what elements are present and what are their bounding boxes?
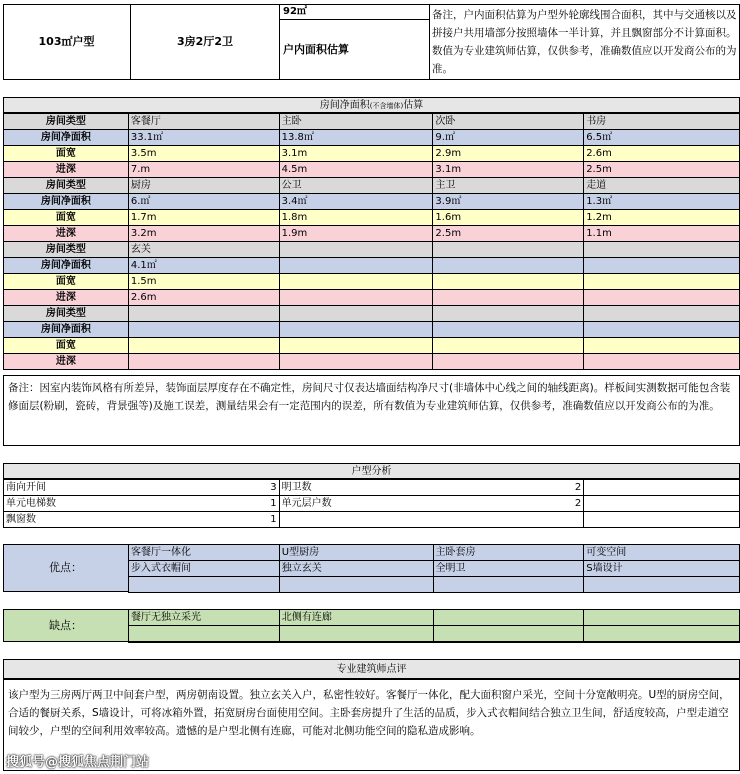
pros-item: 全明卫 <box>433 561 584 577</box>
room-area-label: 房间净面积 <box>4 258 129 274</box>
cons-item <box>584 610 740 626</box>
cons-label: 缺点： <box>49 619 82 632</box>
inner-area-value: 92㎡ <box>280 4 430 20</box>
analysis-right-value: 2 <box>574 498 582 509</box>
analysis-right-label: 明卫数 <box>281 482 312 493</box>
analysis-table <box>3 479 740 528</box>
room-area-cell: 33.1㎡ <box>128 130 279 146</box>
cons-row <box>129 610 740 626</box>
rooms-title-small: (不含墙体) <box>369 102 404 110</box>
room-depth-label: 进深 <box>4 162 129 178</box>
room-depth-cell <box>584 290 740 306</box>
analysis-empty <box>584 512 740 528</box>
room-type-row <box>4 242 740 258</box>
room-area-cell: 1.3㎡ <box>584 194 740 210</box>
pros-item: 客餐厅一体化 <box>129 545 280 561</box>
analysis-empty <box>584 480 740 496</box>
room-width-label: 面宽 <box>4 210 129 226</box>
room-area-cell <box>584 322 740 338</box>
room-area-cell: 3.9㎡ <box>433 194 584 210</box>
room-depth-cell: 3.1m <box>433 162 584 178</box>
room-depth-label: 进深 <box>4 354 129 370</box>
room-area-cell: 4.1㎡ <box>128 258 279 274</box>
room-type-cell: 主卧 <box>279 114 433 130</box>
pros-table <box>128 544 740 593</box>
cons-item <box>279 626 433 643</box>
room-width-cell <box>584 274 740 290</box>
rooms-note: 备注：因室内装饰风格有所差异，装饰面层厚度存在不确定性，房间尺寸仅表达墙面结构净尺寸(非墙体中心线之间的轴线距离)。样板间实测数据可能包含装修面层(粉刷，瓷砖，背景强等)及施工误差，测量结果会有一定范围内的误差，所有数值为专业建筑师估算，仅供参考，准确数值应以开发商公布的为准。 <box>3 375 740 446</box>
room-area-row <box>4 258 740 274</box>
room-type-cell: 公卫 <box>279 178 433 194</box>
room-area-cell <box>433 258 584 274</box>
room-area-cell: 6.㎡ <box>128 194 279 210</box>
room-type-row <box>4 178 740 194</box>
analysis-left-label: 南向开间 <box>6 482 46 493</box>
room-width-cell: 3.5m <box>128 146 279 162</box>
room-width-cell: 3.1m <box>279 146 433 162</box>
cons-item: 餐厅无独立采光 <box>129 610 280 626</box>
room-type-cell: 次卧 <box>433 114 584 130</box>
room-depth-cell <box>433 354 584 370</box>
room-type-cell: 厨房 <box>128 178 279 194</box>
room-depth-cell <box>584 354 740 370</box>
room-depth-row <box>4 162 740 178</box>
pros-row <box>129 561 740 577</box>
cons-row <box>129 626 740 643</box>
analysis-left-value: 1 <box>270 498 277 509</box>
analysis-row <box>4 512 740 528</box>
cons-item: 北侧有连廊 <box>279 610 433 626</box>
room-depth-cell <box>433 290 584 306</box>
room-width-cell: 1.5m <box>128 274 279 290</box>
room-depth-cell: 1.1m <box>584 226 740 242</box>
rooms-title-main: 房间净面积 <box>319 100 370 111</box>
pros-label: 优点： <box>49 561 82 574</box>
room-area-cell: 6.5㎡ <box>584 130 740 146</box>
room-type-cell <box>584 306 740 322</box>
room-width-cell <box>584 338 740 354</box>
room-width-cell <box>279 338 433 354</box>
room-width-cell: 2.6m <box>584 146 740 162</box>
room-type-label: 房间类型 <box>4 114 129 130</box>
analysis-left-value: 1 <box>270 514 277 525</box>
rooms-title-end: 估算 <box>403 100 424 111</box>
unit-area: 103㎡户型 <box>3 4 131 80</box>
pros-item <box>433 577 584 593</box>
pros-item <box>279 577 433 593</box>
room-depth-label: 进深 <box>4 290 129 306</box>
pros-row <box>129 545 740 561</box>
room-depth-cell: 2.5m <box>584 162 740 178</box>
room-type-label: 房间类型 <box>4 178 129 194</box>
analysis-row <box>4 480 740 496</box>
room-width-cell: 2.9m <box>433 146 584 162</box>
analysis-row <box>4 496 740 512</box>
room-area-label: 房间净面积 <box>4 194 129 210</box>
analysis-right-label: 单元层户数 <box>281 498 332 509</box>
analysis-left-label: 单元电梯数 <box>6 498 56 509</box>
room-width-cell: 1.8m <box>279 210 433 226</box>
room-area-label: 房间净面积 <box>4 322 129 338</box>
pros-row <box>129 577 740 593</box>
pros-item: U型厨房 <box>279 545 433 561</box>
room-type-cell <box>128 306 279 322</box>
cons-item <box>433 610 584 626</box>
pros-item <box>584 577 740 593</box>
room-width-cell: 1.7m <box>128 210 279 226</box>
room-depth-cell: 2.6m <box>128 290 279 306</box>
room-area-cell <box>433 322 584 338</box>
room-depth-cell: 3.2m <box>128 226 279 242</box>
room-type-cell: 玄关 <box>128 242 279 258</box>
room-type-cell: 客餐厅 <box>128 114 279 130</box>
pros-item: 可变空间 <box>584 545 740 561</box>
room-width-row <box>4 338 740 354</box>
room-width-label: 面宽 <box>4 274 129 290</box>
room-width-row <box>4 274 740 290</box>
room-width-row <box>4 146 740 162</box>
analysis-title: 户型分析 <box>3 463 740 479</box>
room-type-cell <box>584 242 740 258</box>
room-depth-label: 进深 <box>4 226 129 242</box>
room-area-cell <box>279 322 433 338</box>
analysis-right <box>279 512 584 528</box>
room-width-cell: 1.6m <box>433 210 584 226</box>
room-type-label: 房间类型 <box>4 306 129 322</box>
room-type-label: 房间类型 <box>4 242 129 258</box>
cons-item <box>433 626 584 643</box>
room-width-cell: 1.2m <box>584 210 740 226</box>
room-depth-cell <box>279 354 433 370</box>
room-area-cell: 3.4㎡ <box>279 194 433 210</box>
room-area-label: 房间净面积 <box>4 130 129 146</box>
room-area-row <box>4 130 740 146</box>
room-width-cell <box>128 338 279 354</box>
pros-item: 主卧套房 <box>433 545 584 561</box>
pros-item: S墙设计 <box>584 561 740 577</box>
room-depth-cell: 4.5m <box>279 162 433 178</box>
analysis-left-label: 飘窗数 <box>6 514 36 525</box>
room-type-cell: 主卫 <box>433 178 584 194</box>
room-depth-cell <box>279 290 433 306</box>
room-area-cell: 13.8㎡ <box>279 130 433 146</box>
analysis-right-value: 2 <box>574 482 582 493</box>
pros-item: 步入式衣帽间 <box>129 561 280 577</box>
room-area-row <box>4 194 740 210</box>
analysis-empty <box>584 496 740 512</box>
room-width-label: 面宽 <box>4 146 129 162</box>
review-title: 专业建筑师点评 <box>3 659 740 679</box>
analysis-right <box>279 480 584 496</box>
room-width-label: 面宽 <box>4 338 129 354</box>
analysis-left-value: 3 <box>270 482 277 493</box>
room-depth-cell <box>128 354 279 370</box>
room-type-row <box>4 114 740 130</box>
cons-item <box>584 626 740 643</box>
room-area-cell <box>279 258 433 274</box>
room-type-cell: 走道 <box>584 178 740 194</box>
room-width-cell <box>279 274 433 290</box>
room-area-cell <box>584 258 740 274</box>
room-depth-row <box>4 354 740 370</box>
cons-item <box>129 626 280 643</box>
analysis-right <box>279 496 584 512</box>
room-depth-row <box>4 226 740 242</box>
room-type-cell <box>279 242 433 258</box>
header-note: 备注，户内面积估算为户型外轮廓线围合面积，其中与交通核以及拼接户共用墙部分按照墙体一半计算，并且飘窗部分不计算面积。数值为专业建筑师估算，仅供参考，准确数值应以开发商公布的为准。 <box>432 9 737 75</box>
rooms-table <box>3 113 740 370</box>
pros-item <box>129 577 280 593</box>
room-width-cell <box>433 274 584 290</box>
room-type-row <box>4 306 740 322</box>
rooms-title <box>3 97 740 113</box>
watermark: 搜狐号@搜狐焦点荆门站 <box>6 755 150 770</box>
room-area-cell: 9.㎡ <box>433 130 584 146</box>
review-text: 该户型为三房两厅两卫中间套户型，两房朝南设置。独立玄关入户，私密性较好。客餐厅一体化，配大面积窗户采光，空间十分宽敞明亮。U型的厨房空间，合适的餐厨关系，S墙设计，可将冰箱外置，拓宽厨房台面使用空间。主卧套房提升了生活的品质，步入式衣帽间结合独立卫生间，舒适度较高，户型走道空间较少，户型的空间利用效率较高。遗憾的是户型北侧有连廊，可能对北侧功能空间的隐私造成影响。 <box>3 679 740 771</box>
room-depth-cell: 7.m <box>128 162 279 178</box>
room-type-cell: 书房 <box>584 114 740 130</box>
analysis-left <box>4 496 280 512</box>
inner-area-label: 户内面积估算 <box>280 20 430 80</box>
room-depth-row <box>4 290 740 306</box>
cons-table <box>128 609 740 643</box>
room-depth-cell: 1.9m <box>279 226 433 242</box>
room-type-cell <box>433 242 584 258</box>
room-type-cell <box>433 306 584 322</box>
room-width-row <box>4 210 740 226</box>
unit-layout: 3房2厅2卫 <box>131 4 280 80</box>
pros-item: 独立玄关 <box>279 561 433 577</box>
room-width-cell <box>433 338 584 354</box>
room-depth-cell: 2.5m <box>433 226 584 242</box>
analysis-left <box>4 512 280 528</box>
analysis-left <box>4 480 280 496</box>
room-area-cell <box>128 322 279 338</box>
room-area-row <box>4 322 740 338</box>
room-type-cell <box>279 306 433 322</box>
